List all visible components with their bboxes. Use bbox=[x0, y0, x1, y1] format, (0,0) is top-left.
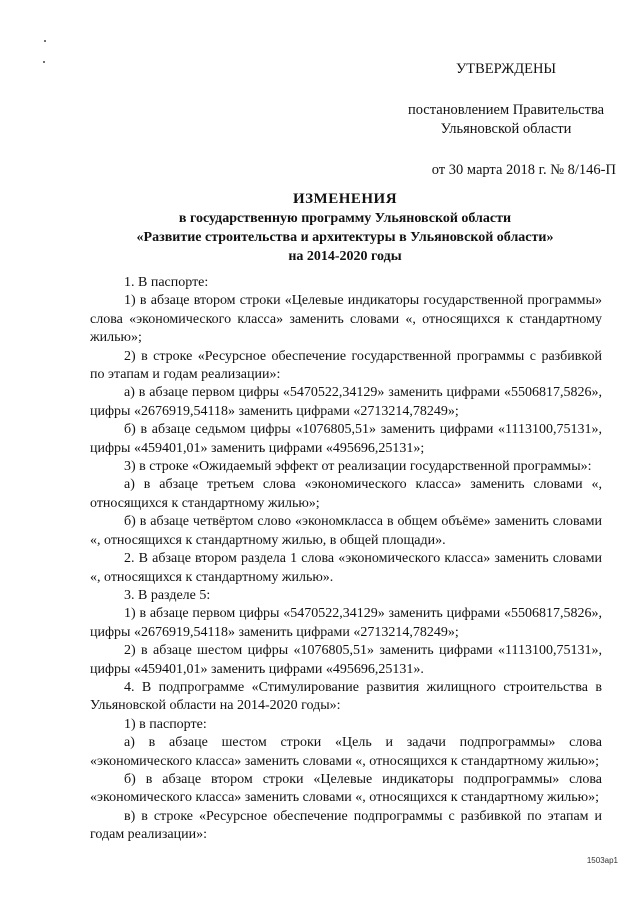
paragraph: 3. В разделе 5: bbox=[124, 587, 211, 603]
scan-speck bbox=[43, 61, 45, 63]
paragraph: б) в абзаце втором строки «Целевые индикаторы подпрограммы» слова «экономического класса» заменить словами «, относящихся к стандартному жилью»; bbox=[90, 771, 602, 806]
paragraph: 1) в паспорте: bbox=[124, 716, 207, 732]
paragraph: 2) в абзаце шестом цифры «1076805,51» заменить цифрами «1113100,75131», цифры «459401,01» заменить цифрами «495696,25131». bbox=[90, 643, 602, 677]
paragraph: 3) в строке «Ожидаемый эффект от реализации государственной программы»: bbox=[124, 459, 592, 475]
paragraph: 1) в абзаце втором строки «Целевые индикаторы государственной программы» слова «экономического класса» заменить словами «, относящихся к стандартному жилью»; bbox=[90, 293, 602, 346]
approval-line-2: Ульяновской области bbox=[440, 121, 572, 137]
paragraph: а) в абзаце шестом строки «Цель и задачи подпрограммы» слова «экономического класса» заменить словами «, относящихся к стандартному жилью»; bbox=[90, 735, 602, 769]
paragraph: 1. В паспорте: bbox=[124, 275, 209, 290]
paragraph: б) в абзаце седьмом цифры «1076805,51» заменить цифрами «1113100,75131», цифры «459401,01» заменить цифрами «495696,25131»; bbox=[90, 422, 602, 456]
document-title bbox=[90, 190, 600, 266]
paragraph: 2) в строке «Ресурсное обеспечение государственной программы с разбивкой по этапам и годам реализации»: bbox=[90, 348, 602, 383]
title-main: ИЗМЕНЕНИЯ bbox=[292, 191, 398, 207]
approval-date: от 30 марта 2018 г. № 8/146-П bbox=[431, 162, 616, 178]
paragraph: б) в абзаце четвёртом слово «экономкласса в общем объёме» заменить словами «, относящихся к стандартному жилью, в общей площади». bbox=[90, 514, 602, 548]
approval-heading: УТВЕРЖДЕНЫ bbox=[456, 61, 557, 77]
document-body bbox=[90, 274, 602, 845]
title-line-2: «Развитие строительства и архитектуры в Ульяновской области» bbox=[136, 230, 554, 245]
title-line-1: в государственную программу Ульяновской области bbox=[178, 211, 512, 226]
paragraph: в) в строке «Ресурсное обеспечение подпрограммы с разбивкой по этапам и годам реализации»: bbox=[90, 808, 602, 843]
paragraph: 2. В абзаце втором раздела 1 слова «экономического класса» заменить словами «, относящихся к стандартному жилью». bbox=[90, 551, 602, 585]
paragraph: а) в абзаце третьем слова «экономического класса» заменить словами «, относящихся к стандартному жилью»; bbox=[90, 477, 602, 511]
approval-line-1: постановлением Правительства bbox=[407, 102, 605, 118]
scan-speck bbox=[44, 40, 46, 42]
document-code: 1503ар1 bbox=[586, 856, 618, 865]
paragraph: 4. В подпрограмме «Стимулирование развития жилищного строительства в Ульяновской области на 2014-2020 годы»: bbox=[90, 679, 602, 714]
title-line-3: на 2014-2020 годы bbox=[288, 249, 402, 264]
approval-block bbox=[396, 60, 616, 180]
paragraph: 1) в абзаце первом цифры «5470522,34129» заменить цифрами «5506817,5826», цифры «2676919,54118» заменить цифрами «2713214,78249»; bbox=[90, 606, 602, 640]
paragraph: а) в абзаце первом цифры «5470522,34129» заменить цифрами «5506817,5826», цифры «2676919,54118» заменить цифрами «2713214,78249»; bbox=[90, 385, 602, 419]
